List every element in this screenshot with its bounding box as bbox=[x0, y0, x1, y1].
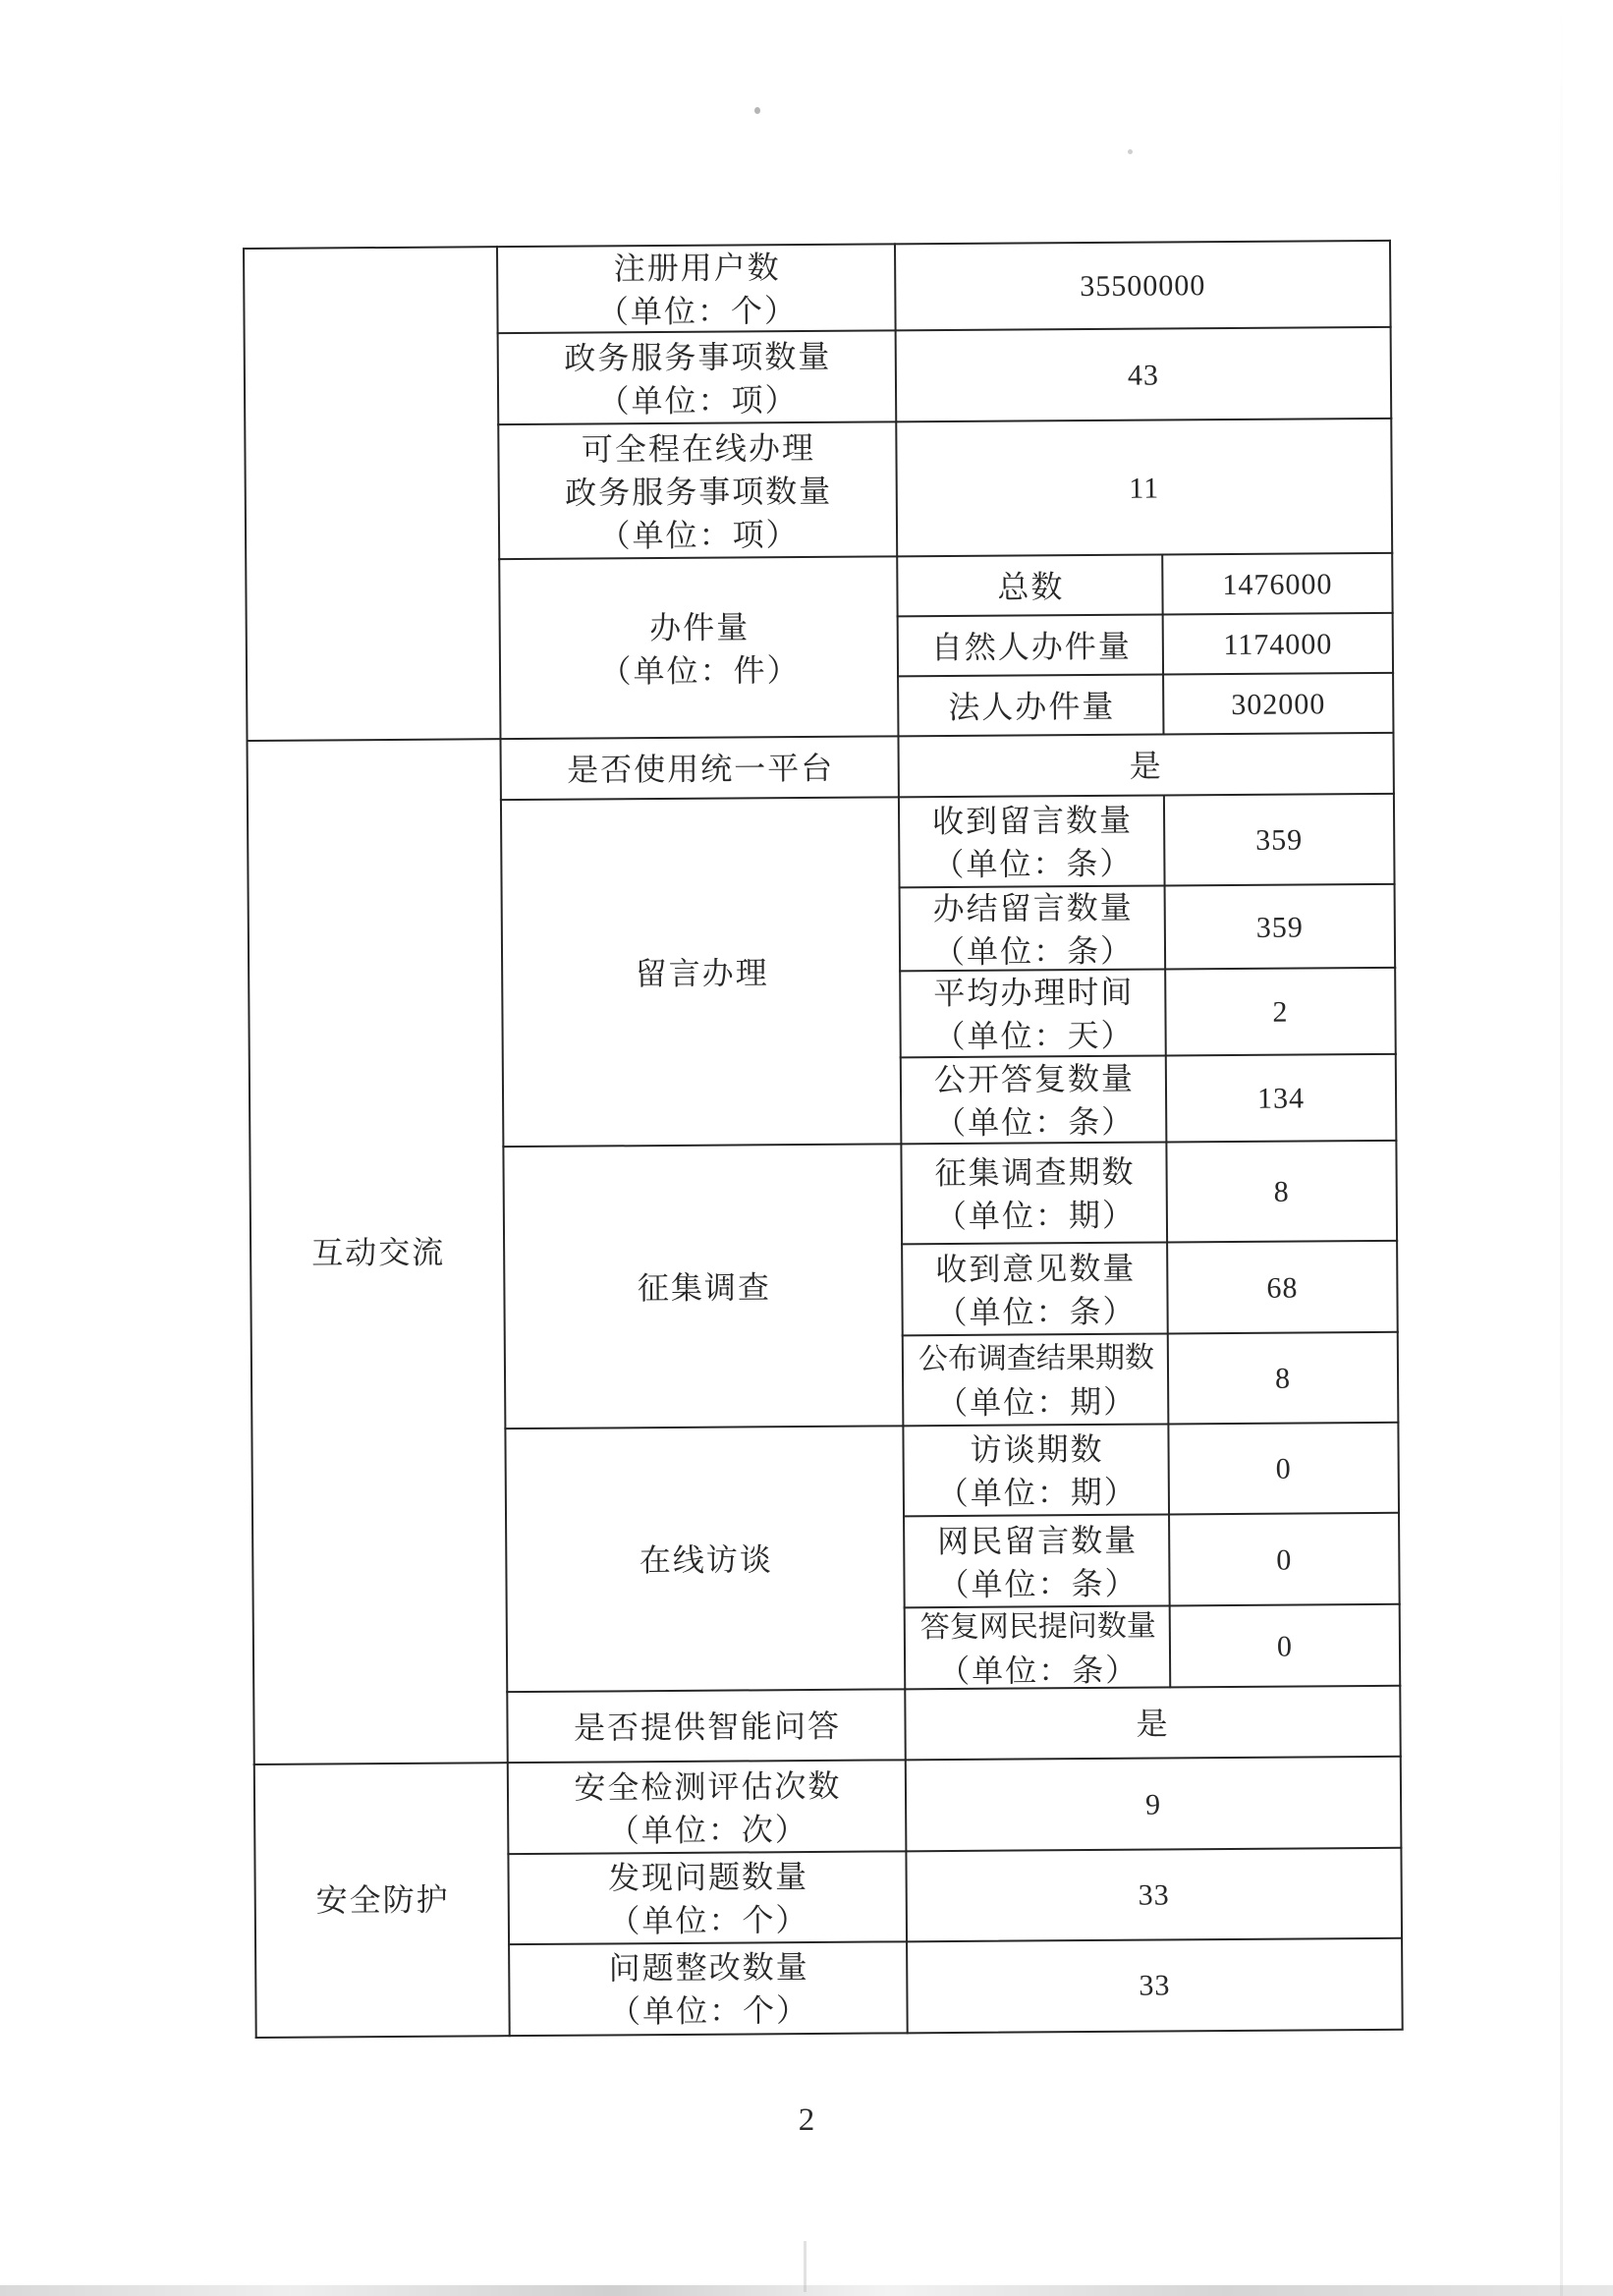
subitem-cell-survey-results bbox=[902, 1332, 1170, 1427]
value-cell-security-checks bbox=[905, 1756, 1403, 1853]
subitem-cell-avg-handling-time bbox=[899, 968, 1167, 1058]
value: 9 bbox=[1144, 1788, 1162, 1821]
scan-dot-artifact bbox=[1128, 149, 1133, 154]
item-cell-problems-found bbox=[507, 1850, 908, 1945]
value: 0 bbox=[1276, 1630, 1294, 1663]
item-label: 是否提供智能问答 bbox=[573, 1708, 842, 1746]
subitem-unit: （单位：条） bbox=[935, 1293, 1137, 1330]
value: 359 bbox=[1255, 910, 1304, 944]
value: 8 bbox=[1274, 1362, 1292, 1395]
subitem-cell-cases-total bbox=[896, 553, 1163, 617]
subitem-unit: （单位：条） bbox=[932, 932, 1135, 970]
subitem-unit: （单位：期） bbox=[934, 1197, 1137, 1235]
value-cell-smart-qa bbox=[904, 1685, 1402, 1762]
item-label: 政务服务事项数量 bbox=[564, 338, 832, 376]
item-cell-messages bbox=[500, 796, 902, 1148]
value-cell-messages-received bbox=[1163, 793, 1396, 887]
subitem-cell-netizen-messages bbox=[903, 1513, 1171, 1608]
value-cell-cases-total bbox=[1161, 552, 1393, 616]
value: 是 bbox=[1136, 1706, 1170, 1742]
value: 1174000 bbox=[1223, 627, 1333, 661]
subitem-unit: （单位：条） bbox=[934, 1103, 1136, 1142]
item-cell-interviews bbox=[504, 1425, 906, 1693]
value-cell-unified-platform bbox=[897, 732, 1394, 799]
subitem-cell-public-replies bbox=[900, 1054, 1168, 1145]
item-unit: （单位：个） bbox=[596, 293, 799, 330]
category-label-interaction: 互动交流 bbox=[311, 1234, 446, 1271]
value-cell-online-items bbox=[895, 418, 1393, 558]
subitem-label: 收到意见数量 bbox=[935, 1250, 1137, 1287]
category-cell-service bbox=[243, 246, 502, 742]
category-cell-interaction bbox=[246, 738, 508, 1765]
value-cell-public-replies bbox=[1165, 1053, 1398, 1144]
value: 302000 bbox=[1231, 687, 1326, 721]
value: 0 bbox=[1276, 1543, 1293, 1577]
value: 134 bbox=[1256, 1082, 1306, 1115]
value-cell-problems-found bbox=[905, 1847, 1403, 1943]
annual-report-table bbox=[243, 240, 1402, 2039]
subitem-cell-interview-issues bbox=[902, 1423, 1170, 1517]
subitem-label: 平均办理时间 bbox=[933, 974, 1135, 1012]
value-cell-questions-answered bbox=[1169, 1603, 1402, 1689]
value: 0 bbox=[1275, 1452, 1292, 1485]
subitem-unit: （单位：条） bbox=[937, 1565, 1139, 1602]
value-cell-service-items bbox=[895, 326, 1393, 423]
item-label: 政务服务事项数量 bbox=[565, 473, 833, 511]
subitem-label: 公开答复数量 bbox=[933, 1060, 1136, 1098]
item-label: 是否使用统一平台 bbox=[567, 750, 835, 788]
value-cell-opinions-received bbox=[1166, 1240, 1399, 1335]
item-unit: （单位：项） bbox=[597, 381, 799, 419]
value: 33 bbox=[1139, 1968, 1171, 2002]
item-label: 在线访谈 bbox=[639, 1541, 773, 1579]
category-label-security: 安全防护 bbox=[315, 1881, 450, 1919]
value: 1476000 bbox=[1222, 567, 1333, 601]
item-cell-surveys bbox=[502, 1143, 904, 1429]
item-label: 可全程在线办理 bbox=[581, 429, 816, 468]
item-cell-unified-platform bbox=[499, 735, 899, 801]
value: 359 bbox=[1255, 823, 1304, 857]
item-label: 征集调查 bbox=[637, 1268, 772, 1306]
subitem-label: 网民留言数量 bbox=[937, 1522, 1139, 1559]
subitem-label: 收到留言数量 bbox=[931, 802, 1134, 840]
value-cell-avg-handling-time bbox=[1164, 967, 1397, 1057]
item-cell-smart-qa bbox=[506, 1688, 907, 1764]
item-label: 安全检测评估次数 bbox=[574, 1767, 842, 1806]
value-cell-problems-fixed bbox=[906, 1937, 1404, 2035]
item-cell-service-items bbox=[497, 329, 898, 425]
subitem-label: 办结留言数量 bbox=[932, 889, 1134, 926]
subitem-unit: （单位：条） bbox=[937, 1652, 1140, 1689]
subitem-cell-cases-natural bbox=[897, 613, 1164, 677]
value: 68 bbox=[1266, 1271, 1299, 1305]
item-unit: （单位：项） bbox=[598, 516, 800, 553]
value: 11 bbox=[1129, 471, 1160, 505]
item-cell-registered-users bbox=[496, 243, 897, 334]
value: 33 bbox=[1138, 1878, 1170, 1912]
item-label: 留言办理 bbox=[635, 954, 769, 991]
subitem-cell-questions-answered bbox=[904, 1604, 1172, 1690]
subitem-cell-survey-issues bbox=[900, 1141, 1168, 1245]
category-cell-security bbox=[253, 1762, 511, 2039]
subitem-unit: （单位：期） bbox=[936, 1474, 1138, 1512]
subitem-unit: （单位：期） bbox=[936, 1383, 1138, 1422]
item-unit: （单位：次） bbox=[607, 1811, 808, 1848]
item-cell-online-items bbox=[497, 420, 898, 560]
value: 2 bbox=[1272, 995, 1289, 1029]
subitem-cell-messages-resolved bbox=[899, 884, 1167, 972]
subitem-cell-opinions-received bbox=[901, 1241, 1169, 1336]
item-label: 办件量 bbox=[649, 608, 751, 645]
item-label: 问题整改数量 bbox=[608, 1948, 809, 1986]
value-cell-cases-legal bbox=[1162, 672, 1394, 736]
item-unit: （单位：个） bbox=[608, 1991, 810, 2029]
subitem-label: 法人办件量 bbox=[948, 688, 1116, 725]
scan-streak-artifact bbox=[1560, 0, 1563, 2296]
item-unit: （单位：件） bbox=[599, 651, 801, 689]
item-unit: （单位：个） bbox=[608, 1902, 809, 1939]
page-number: 2 bbox=[798, 2102, 815, 2138]
subitem-label: 访谈期数 bbox=[970, 1430, 1104, 1468]
item-label: 注册用户数 bbox=[613, 250, 781, 287]
value-cell-messages-resolved bbox=[1164, 883, 1397, 971]
scan-dot-artifact bbox=[754, 107, 760, 114]
subitem-unit: （单位：天） bbox=[933, 1017, 1135, 1055]
scan-bottom-edge-artifact bbox=[0, 2285, 1613, 2296]
subitem-cell-cases-legal bbox=[897, 673, 1164, 737]
subitem-unit: （单位：条） bbox=[932, 845, 1134, 883]
subitem-label: 征集调查期数 bbox=[934, 1153, 1136, 1192]
value-cell-survey-results bbox=[1167, 1331, 1400, 1426]
value-cell-netizen-messages bbox=[1168, 1512, 1401, 1607]
value: 是 bbox=[1129, 748, 1163, 784]
subitem-label: 公布调查结果期数 bbox=[918, 1341, 1155, 1376]
subitem-label: 总数 bbox=[997, 568, 1065, 605]
item-cell-security-checks bbox=[507, 1759, 908, 1855]
value-cell-cases-natural bbox=[1162, 612, 1394, 676]
value-cell-registered-users bbox=[894, 240, 1392, 332]
value: 8 bbox=[1273, 1175, 1290, 1208]
value-cell-interview-issues bbox=[1167, 1422, 1400, 1516]
subitem-label: 自然人办件量 bbox=[930, 628, 1132, 665]
value: 43 bbox=[1127, 358, 1160, 392]
subitem-label: 答复网民提问数量 bbox=[919, 1609, 1156, 1644]
value: 35500000 bbox=[1080, 269, 1206, 304]
item-cell-cases bbox=[498, 555, 899, 740]
subitem-cell-messages-received bbox=[898, 794, 1166, 888]
item-label: 发现问题数量 bbox=[607, 1859, 809, 1896]
item-cell-problems-fixed bbox=[508, 1940, 909, 2037]
value-cell-survey-issues bbox=[1165, 1140, 1398, 1244]
